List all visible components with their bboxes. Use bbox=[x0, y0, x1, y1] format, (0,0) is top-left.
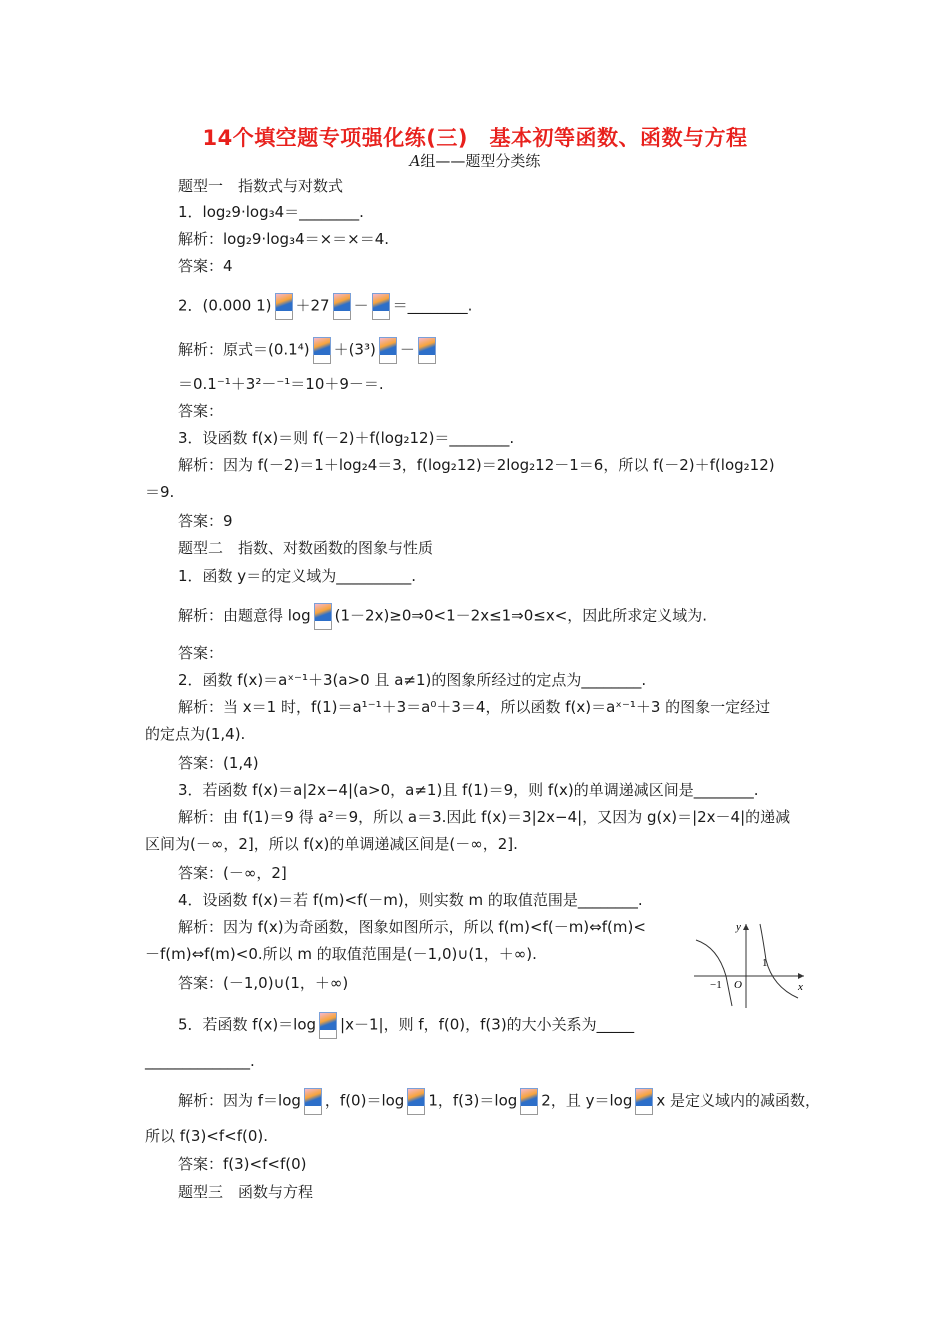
line-text: 答案：f(3)<f<f(0) bbox=[178, 1155, 307, 1173]
line-text: 4．设函数 f(x)＝若 f(m)<f(－m)，则实数 m 的取值范围是________. bbox=[178, 891, 643, 909]
line-text: 1．log₂9·log₃4＝________. bbox=[178, 203, 364, 221]
text-line bbox=[178, 642, 858, 664]
formula-image-icon bbox=[377, 337, 399, 363]
text-line bbox=[145, 1125, 825, 1147]
text-line bbox=[178, 400, 858, 422]
formula-image-icon bbox=[416, 337, 438, 363]
subtitle-text: 组——题型分类练 bbox=[420, 152, 541, 170]
text-line bbox=[178, 175, 858, 197]
line-text: 答案：(－1,0)∪(1，＋∞) bbox=[178, 974, 349, 992]
line-text-segment: － bbox=[399, 340, 415, 359]
line-text: 答案：9 bbox=[178, 512, 233, 530]
left-curve bbox=[696, 940, 732, 1006]
line-text: 题型一 指数式与对数式 bbox=[178, 177, 344, 195]
formula-image-icon bbox=[518, 1088, 540, 1114]
text-line bbox=[178, 889, 858, 911]
formula-image-icon bbox=[312, 603, 334, 629]
line-text: 解析：因为 f(－2)＝1＋log₂4＝3，f(log₂12)＝2log₂12－1＝6，所以 f(－2)＋f(log₂12) bbox=[178, 456, 775, 474]
line-text: 解析：因为 f(x)为奇函数，图象如图所示，所以 f(m)<f(－m)⇔f(m)< bbox=[178, 918, 646, 936]
line-text: 1．函数 y＝的定义域为__________. bbox=[178, 567, 416, 585]
line-text-segment: 2，且 y＝log bbox=[541, 1091, 633, 1110]
line-text: ______________. bbox=[145, 1052, 255, 1070]
tick-label-pos1: 1 bbox=[762, 957, 768, 969]
text-line bbox=[178, 603, 858, 629]
line-text: 解析：由题意得 log bbox=[178, 606, 311, 625]
formula-image-icon bbox=[311, 337, 333, 363]
line-text: 解析：log₂9·log₃4＝×＝×＝4. bbox=[178, 230, 390, 248]
line-text-segment: － bbox=[353, 296, 369, 315]
text-line bbox=[178, 337, 858, 363]
line-text: 答案：(1,4) bbox=[178, 754, 259, 772]
text-line bbox=[178, 228, 858, 250]
line-text: －f(m)⇔f(m)<0.所以 m 的取值范围是(－1,0)∪(1，＋∞). bbox=[145, 945, 537, 963]
line-text: 所以 f(3)<f<f(0). bbox=[145, 1127, 269, 1145]
text-line bbox=[178, 1012, 858, 1038]
line-text: 区间为(－∞，2]，所以 f(x)的单调递减区间是(－∞，2]. bbox=[145, 835, 518, 853]
text-line bbox=[178, 373, 858, 395]
origin-label: O bbox=[734, 979, 742, 991]
page-subtitle bbox=[0, 150, 950, 171]
line-text: 2．(0.000 1) bbox=[178, 296, 272, 315]
line-text: 5．若函数 f(x)＝log bbox=[178, 1015, 317, 1034]
text-line bbox=[178, 201, 858, 223]
text-line bbox=[178, 1181, 858, 1203]
line-text: 答案： bbox=[178, 402, 224, 420]
text-line bbox=[145, 723, 825, 745]
formula-image-icon bbox=[317, 1012, 339, 1038]
text-line bbox=[178, 454, 858, 476]
line-text: ＝0.1⁻¹＋3²－⁻¹＝10＋9－＝. bbox=[178, 375, 384, 393]
x-axis-label: x bbox=[798, 981, 803, 993]
page-title: 14个填空题专项强化练(三) 基本初等函数、函数与方程 bbox=[202, 126, 748, 150]
line-text: 2．函数 f(x)＝aˣ⁻¹＋3(a>0 且 a≠1)的图象所经过的定点为________. bbox=[178, 671, 647, 689]
y-axis-label: y bbox=[736, 921, 741, 933]
formula-image-icon bbox=[405, 1088, 427, 1114]
text-line bbox=[178, 293, 858, 319]
text-line bbox=[178, 806, 858, 828]
text-line bbox=[178, 752, 858, 774]
odd-function-graph bbox=[690, 920, 808, 1010]
line-text-segment: |x－1|，则 f，f(0)，f(3)的大小关系为_____ bbox=[340, 1015, 635, 1034]
line-text: 3．设函数 f(x)＝则 f(－2)＋f(log₂12)＝________. bbox=[178, 429, 515, 447]
group-letter: A bbox=[409, 152, 421, 170]
line-text: 答案： bbox=[178, 644, 224, 662]
text-line bbox=[178, 696, 858, 718]
text-line bbox=[145, 481, 825, 503]
line-text-segment: ＝________. bbox=[392, 296, 473, 315]
line-text: 解析：因为 f＝log bbox=[178, 1091, 301, 1110]
text-line bbox=[178, 1153, 858, 1175]
line-text: 答案：(－∞，2] bbox=[178, 864, 287, 882]
line-text-segment: ＋(3³) bbox=[333, 340, 376, 359]
line-text: ＝9. bbox=[145, 483, 175, 501]
formula-image-icon bbox=[633, 1088, 655, 1114]
text-line bbox=[178, 862, 858, 884]
text-line bbox=[178, 779, 858, 801]
text-line bbox=[178, 565, 858, 587]
line-text-segment: (1－2x)≥0⇒0<1－2x≤1⇒0≤x<，因此所求定义域为. bbox=[334, 606, 708, 625]
y-axis-arrow bbox=[743, 924, 749, 930]
tick-label-neg1: −1 bbox=[710, 979, 722, 991]
text-line bbox=[178, 510, 858, 532]
text-line bbox=[145, 1050, 825, 1072]
line-text-segment: 1，f(3)＝log bbox=[428, 1091, 518, 1110]
line-text: 的定点为(1,4). bbox=[145, 725, 246, 743]
line-text: 题型三 函数与方程 bbox=[178, 1183, 314, 1201]
line-text: 题型二 指数、对数函数的图象与性质 bbox=[178, 539, 434, 557]
line-text-segment: ，f(0)＝log bbox=[324, 1091, 405, 1110]
formula-image-icon bbox=[370, 293, 392, 319]
line-text-segment: ＋27 bbox=[295, 296, 330, 315]
line-text-segment: x 是定义域内的减函数， bbox=[656, 1091, 820, 1110]
line-text: 解析：原式＝(0.1⁴) bbox=[178, 340, 310, 359]
line-text: 3．若函数 f(x)＝a|2x−4|(a>0，a≠1)且 f(1)＝9，则 f(x)的单调递减区间是________. bbox=[178, 781, 759, 799]
x-axis-arrow bbox=[798, 973, 804, 979]
formula-image-icon bbox=[331, 293, 353, 319]
line-text: 答案：4 bbox=[178, 257, 233, 275]
formula-image-icon bbox=[302, 1088, 324, 1114]
text-line bbox=[178, 1088, 858, 1114]
text-line bbox=[145, 833, 825, 855]
text-line bbox=[178, 537, 858, 559]
text-line bbox=[178, 669, 858, 691]
line-text: 解析：当 x＝1 时，f(1)＝a¹⁻¹＋3＝a⁰＋3＝4，所以函数 f(x)＝aˣ⁻¹＋3 的图象一定经过 bbox=[178, 698, 771, 716]
text-line bbox=[178, 255, 858, 277]
text-line bbox=[178, 427, 858, 449]
formula-image-icon bbox=[273, 293, 295, 319]
line-text: 解析：由 f(1)＝9 得 a²＝9，所以 a＝3.因此 f(x)＝3|2x−4|，又因为 g(x)＝|2x－4|的递减 bbox=[178, 808, 791, 826]
